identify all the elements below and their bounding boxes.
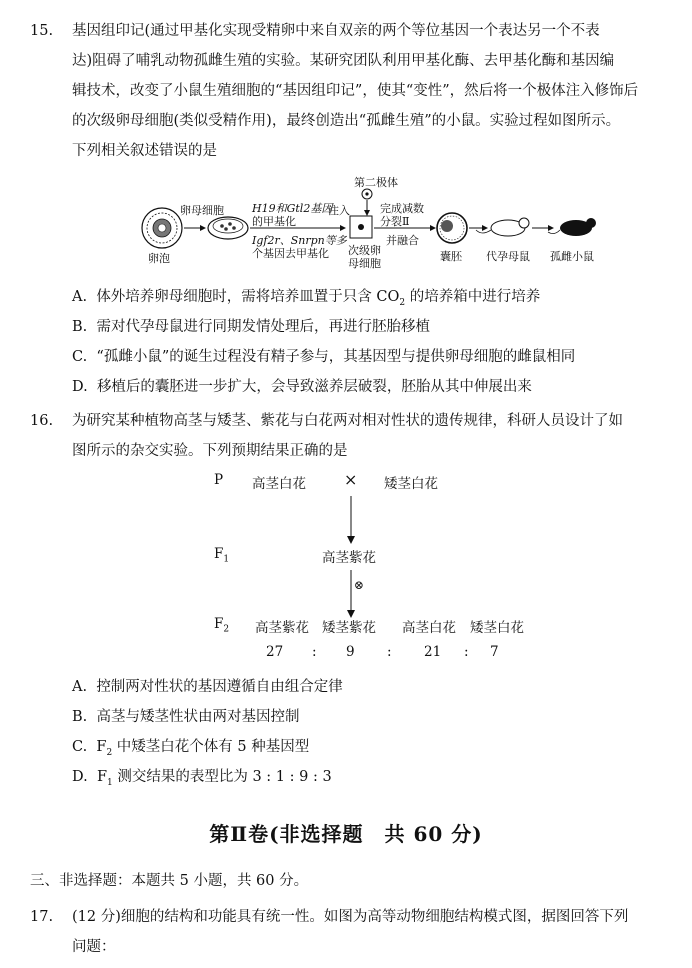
label-fuse: 并融合 <box>386 234 419 247</box>
label-demethylation-2: 个基因去甲基化 <box>252 247 329 260</box>
experiment-diagram <box>130 172 610 272</box>
section-subheading: 三、非选择题：本题共 5 小题，共 60 分。 <box>30 873 309 889</box>
parthenote-mouse-icon <box>548 218 596 236</box>
question-text-line: 辑技术，改变了小鼠生殖细胞的“基因组印记”，使其“变性”，然后将一个极体注入修饰后 <box>72 83 639 99</box>
f2-ratio-value: 9 <box>346 644 355 660</box>
option-text: 的培养箱中进行培养 <box>405 289 541 305</box>
blastocyst-icon <box>437 213 467 243</box>
option-text: F <box>96 739 107 755</box>
option-text: 中矮茎白花个体有 5 种基因型 <box>112 739 310 755</box>
option-letter: D. <box>72 769 88 785</box>
option-text: 高茎与矮茎性状由两对基因控制 <box>96 709 300 725</box>
selfing-icon: ⊗ <box>354 578 365 592</box>
p-parent-1: 高茎白花 <box>252 476 306 492</box>
question-number: 15. <box>30 23 54 39</box>
subscript: 2 <box>399 297 406 308</box>
label-second-polar-body: 第二极体 <box>354 176 398 189</box>
arrow-down-icon <box>341 494 361 546</box>
subscript: 2 <box>106 747 113 758</box>
label-secondary-oocyte-2: 母细胞 <box>348 257 381 270</box>
option-letter: A. <box>72 289 88 305</box>
f1-phenotype: 高茎紫花 <box>322 550 376 566</box>
label-parthenote: 孤雌小鼠 <box>550 250 594 263</box>
label-follicle: 卵泡 <box>148 252 170 265</box>
option-text: 测交结果的表型比为 3 : 1 : 9 : 3 <box>112 769 332 785</box>
question-text-line: 的次级卵母细胞(类似受精作用)，最终创造出“孤雌生殖”的小鼠。实验过程如图所示。 <box>72 113 621 129</box>
question-text-line: 基因组印记(通过甲基化实现受精卵中来自双亲的两个等位基因一个表达另一个不表 <box>72 23 600 39</box>
cross-symbol: × <box>344 470 358 489</box>
option-d[interactable] <box>72 376 532 398</box>
arrow-down-icon <box>341 568 361 620</box>
option-text: “孤雌小鼠”的诞生过程没有精子参与，其基因型与提供卵母细胞的雌鼠相同 <box>96 349 576 365</box>
option-text: F <box>96 769 107 785</box>
option-a[interactable] <box>72 286 540 314</box>
secondary-oocyte-icon <box>350 216 372 238</box>
option-letter: C. <box>72 739 88 755</box>
p-parent-2: 矮茎白花 <box>384 476 438 492</box>
follicle-icon <box>142 208 182 248</box>
option-text: 需对代孕母鼠进行同期发情处理后，再进行胚胎移植 <box>96 319 430 335</box>
f2-ratio-value: 21 <box>424 644 442 660</box>
label-secondary-oocyte-1: 次级卵 <box>348 244 381 257</box>
label-methylation-1: H19和Gtl2基因 <box>252 202 333 215</box>
ratio-separator: : <box>464 644 469 660</box>
question-number: 16. <box>30 413 54 429</box>
petri-dish-icon <box>208 217 248 239</box>
label-inject: 注入 <box>328 204 350 217</box>
option-d[interactable] <box>72 766 332 794</box>
ratio-separator: : <box>387 644 392 660</box>
option-letter: C. <box>72 349 88 365</box>
option-text: 体外培养卵母细胞时，需将培养皿置于只含 CO <box>96 289 400 305</box>
label-blastocyst: 囊胚 <box>440 250 462 263</box>
label-surrogate: 代孕母鼠 <box>486 250 530 263</box>
label-meiosis-1: 完成减数 <box>380 202 424 215</box>
f2-phenotype: 高茎白花 <box>402 620 456 636</box>
f2-ratio-value: 7 <box>490 644 499 660</box>
question-text-line: 问题： <box>72 939 116 955</box>
label-demethylation-1: Igf2r、Snrpn等多 <box>252 234 347 247</box>
label-meiosis-2: 分裂Ⅱ <box>380 215 410 228</box>
subscript: 1 <box>107 777 113 788</box>
ratio-separator: : <box>312 644 317 660</box>
option-text: 控制两对性状的基因遵循自由组合定律 <box>96 679 343 695</box>
option-b[interactable] <box>72 706 299 728</box>
question-text-line: (12 分)细胞的结构和功能具有统一性。如图为高等动物细胞结构模式图，据图回答下列 <box>72 909 629 925</box>
generation-f2-label: $F_2$ <box>214 616 230 635</box>
question-text-line: 达)阻碍了哺乳动物孤雌生殖的实验。某研究团队利用甲基化酶、去甲基化酶和基因编 <box>72 53 615 69</box>
option-text: 移植后的囊胚进一步扩大，会导致滋养层破裂，胚胎从其中伸展出来 <box>96 379 532 395</box>
option-letter: D. <box>72 379 88 395</box>
f2-phenotype: 矮茎紫花 <box>322 620 376 636</box>
question-text-line: 为研究某种植物高茎与矮茎、紫花与白花两对相对性状的遗传规律，科研人员设计了如 <box>72 413 623 429</box>
question-text-line: 下列相关叙述错误的是 <box>72 143 217 159</box>
f2-phenotype: 高茎紫花 <box>255 620 309 636</box>
polar-body-icon <box>362 189 372 199</box>
option-letter: A. <box>72 679 88 695</box>
section-title: 第Ⅱ卷(非选择题 共 60 分) <box>209 822 483 846</box>
generation-p-label: P <box>214 472 224 488</box>
option-b[interactable] <box>72 316 430 338</box>
option-c[interactable] <box>72 736 309 764</box>
f2-ratio-value: 27 <box>266 644 284 660</box>
question-text-line: 图所示的杂交实验。下列预期结果正确的是 <box>72 443 348 459</box>
label-oocyte: 卵母细胞 <box>180 204 224 217</box>
f2-phenotype: 矮茎白花 <box>470 620 524 636</box>
question-number: 17. <box>30 909 54 925</box>
option-a[interactable] <box>72 676 343 698</box>
generation-f1-label: $F_1$ <box>214 546 230 565</box>
option-c[interactable] <box>72 346 575 368</box>
option-letter: B. <box>72 709 88 725</box>
label-methylation-2: 的甲基化 <box>252 215 296 228</box>
option-letter: B. <box>72 319 88 335</box>
